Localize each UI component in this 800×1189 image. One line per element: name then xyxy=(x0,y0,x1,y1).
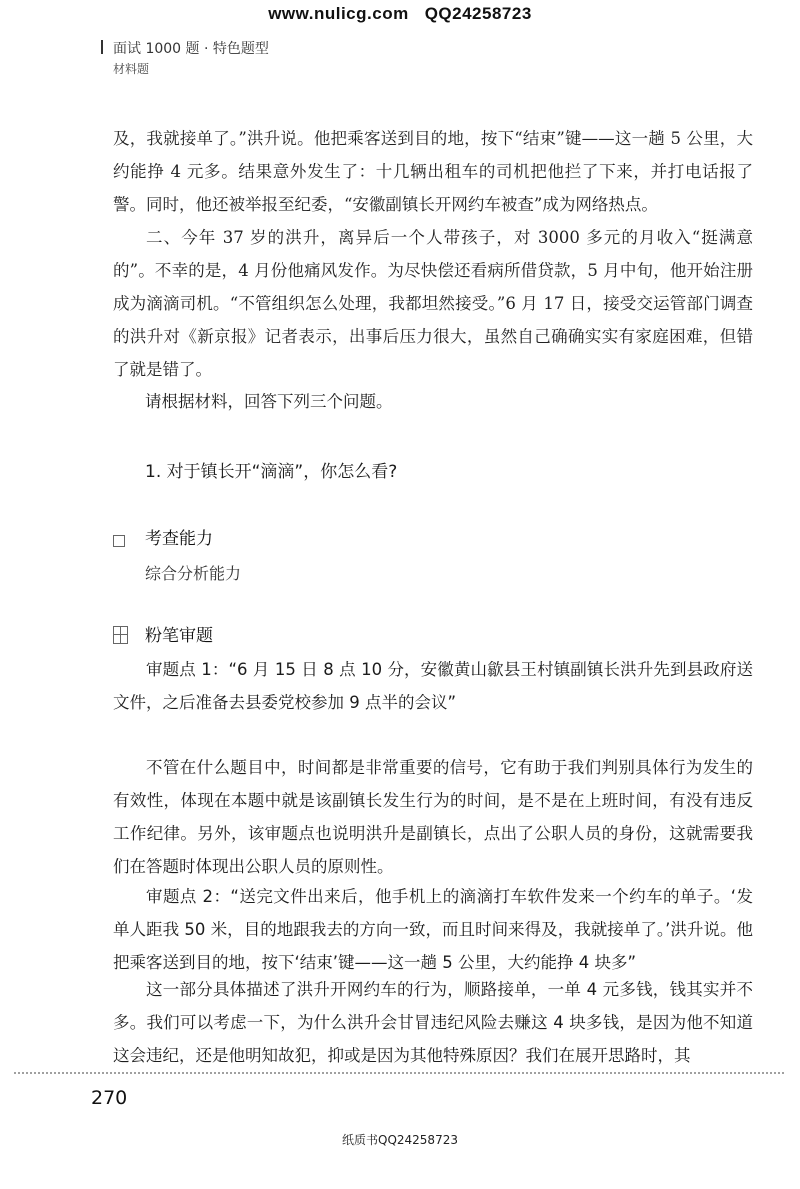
bottom-watermark: 纸质书QQ24258723 xyxy=(342,1133,458,1147)
analysis-point-1: 审题点 1：“6 月 15 日 8 点 10 分，安徽黄山歙县王村镇副镇长洪升先到县政府送文件，之后准备去县委党校参加 9 点半的会议” xyxy=(113,660,753,712)
ability-content: 综合分析能力 xyxy=(145,564,242,583)
watermark-site: www.nulicg.com xyxy=(268,4,409,23)
grid-square-icon xyxy=(113,626,128,644)
watermark-qq: QQ24258723 xyxy=(424,4,532,23)
top-watermark xyxy=(0,4,800,24)
running-header-title: 面试 1000 题 · 特色题型 xyxy=(113,41,269,57)
instruction-text: 请根据材料，回答下列三个问题。 xyxy=(145,392,393,411)
material-paragraph-1: 及，我就接单了。”洪升说。他把乘客送到目的地，按下“结束”键——这一趟 5 公里，大约能挣 4 元多。结果意外发生了：十几辆出租车的司机把他拦了下来，并打电话报了警。同时，他还被举报至纪委，“安徽副镇长开网约车被查”成为网络热点。 xyxy=(113,129,753,214)
question-1: 1. 对于镇长开“滴滴”，你怎么看? xyxy=(145,462,398,482)
analysis-paragraph-2: 这一部分具体描述了洪升开网约车的行为，顺路接单，一单 4 元多钱，钱其实并不多。我们可以考虑一下，为什么洪升会甘冒违纪风险去赚这 4 块多钱，是因为他不知道这会违纪，还是他明知故犯，抑或是因为其他特殊原因？我们在展开思路时，其 xyxy=(113,980,753,1065)
material-paragraph-2: 二、今年 37 岁的洪升，离异后一个人带孩子，对 3000 多元的月收入“挺满意的”。不幸的是，4 月份他痛风发作。为尽快偿还看病所借贷款，5 月中旬，他开始注册成为滴滴司机。“不管组织怎么处理，我都坦然接受。”6 月 17 日，接受交运管部门调查的洪升对《新京报》记者表示，出事后压力很大，虽然自己确确实实有家庭困难，但错了就是错了。 xyxy=(113,228,753,379)
page-number: 270 xyxy=(91,1087,128,1109)
checkbox-square-icon xyxy=(113,535,125,547)
analysis-section-title: 粉笔审题 xyxy=(145,626,213,646)
ability-section-title: 考查能力 xyxy=(145,529,213,549)
running-header-subtitle: 材料题 xyxy=(113,62,150,76)
analysis-point-2: 审题点 2：“送完文件出来后，他手机上的滴滴打车软件发来一个约车的单子。‘发单人距我 50 米，目的地跟我去的方向一致，而且时间来得及，我就接单了。’洪升说。他把乘客送到目的地，按下‘结束’键——这一趟 5 公里，大约能挣 4 块多” xyxy=(113,887,753,972)
header-bar-marker xyxy=(101,40,103,54)
analysis-paragraph-1: 不管在什么题目中，时间都是非常重要的信号，它有助于我们判别具体行为发生的有效性，体现在本题中就是该副镇长发生行为的时间，是不是在上班时间，有没有违反工作纪律。另外，该审题点也说明洪升是副镇长，点出了公职人员的身份，这就需要我们在答题时体现出公职人员的原则性。 xyxy=(113,758,753,876)
page-divider xyxy=(14,1072,784,1074)
